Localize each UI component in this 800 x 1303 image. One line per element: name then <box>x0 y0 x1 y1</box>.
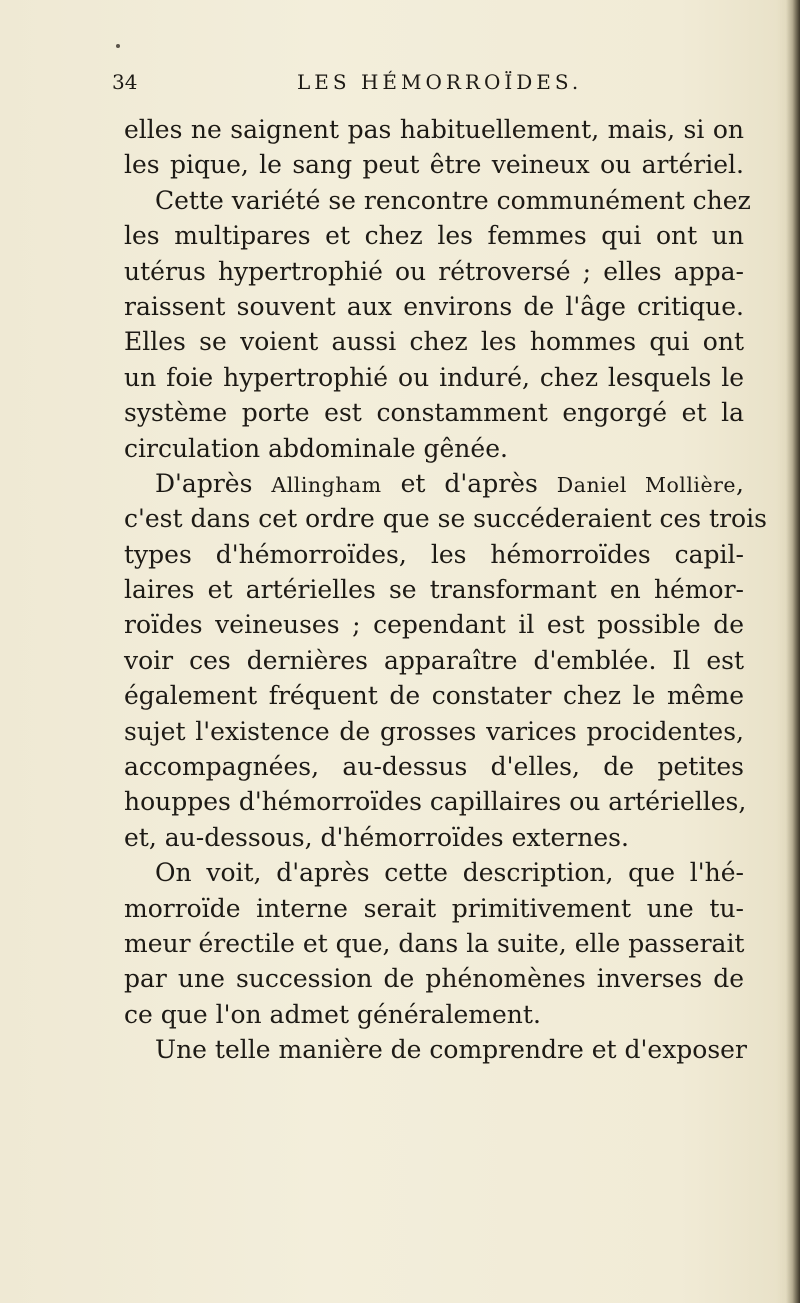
text-line: On voit, d'après cette description, que l'hé- <box>155 858 744 888</box>
text-line: système porte est constamment engorgé et la <box>124 398 744 428</box>
text-line: morroïde interne serait primitivement une tu- <box>124 893 744 923</box>
body-text <box>124 112 767 1068</box>
text-line: sujet l'existence de grosses varices procidentes, <box>124 716 744 746</box>
text-line: accompagnées, au-dessus d'elles, de petites <box>124 752 744 782</box>
running-title: LES HÉMORROÏDES. <box>297 70 583 94</box>
text-line: également fréquent de constater chez le même <box>124 681 744 711</box>
text-line: circulation abdominale gênée. <box>124 433 508 463</box>
text-line: les pique, le sang peut être veineux ou artériel. <box>124 150 744 180</box>
text-line: Une telle manière de comprendre et d'exposer <box>155 1035 747 1065</box>
text-line: voir ces dernières apparaître d'emblée. Il est <box>124 645 744 675</box>
text-line: elles ne saignent pas habituellement, mais, si on <box>124 115 744 144</box>
text-fragment: D'après <box>155 468 272 498</box>
author-name-molliere: Daniel Mollière <box>556 472 737 497</box>
text-fragment: , <box>736 468 744 498</box>
text-line: raissent souvent aux environs de l'âge critique. <box>124 291 744 321</box>
text-line: meur érectile et que, dans la suite, elle passerait <box>124 928 745 958</box>
text-line: utérus hypertrophié ou rétroversé ; elles appa- <box>124 256 744 286</box>
text-line: ce que l'on admet généralement. <box>124 999 541 1029</box>
print-speck <box>116 44 120 48</box>
text-line: Elles se voient aussi chez les hommes qui ont <box>124 327 744 357</box>
page-number: 34 <box>112 70 138 94</box>
text-line: et, au-dessous, d'hémorroïdes externes. <box>124 822 629 852</box>
text-line: par une succession de phénomènes inverses de <box>124 964 744 994</box>
author-name-allingham: Allingham <box>271 472 382 497</box>
text-line: c'est dans cet ordre que se succéderaient ces trois <box>124 504 767 534</box>
text-line: un foie hypertrophié ou induré, chez lesquels le <box>124 362 744 392</box>
text-fragment: et d'après <box>381 468 557 498</box>
text-line: roïdes veineuses ; cependant il est possible de <box>124 610 744 640</box>
text-line: houppes d'hémorroïdes capillaires ou artérielles, <box>124 787 747 817</box>
text-line-with-names <box>124 466 744 501</box>
running-head <box>112 70 752 100</box>
text-line: types d'hémorroïdes, les hémorroïdes capil- <box>124 539 744 569</box>
text-line: laires et artérielles se transformant en hémor- <box>124 575 744 605</box>
text-line: Cette variété se rencontre communément chez <box>155 185 751 215</box>
text-line: les multipares et chez les femmes qui ont un <box>124 221 744 251</box>
page-edge-shadow <box>786 0 800 1303</box>
